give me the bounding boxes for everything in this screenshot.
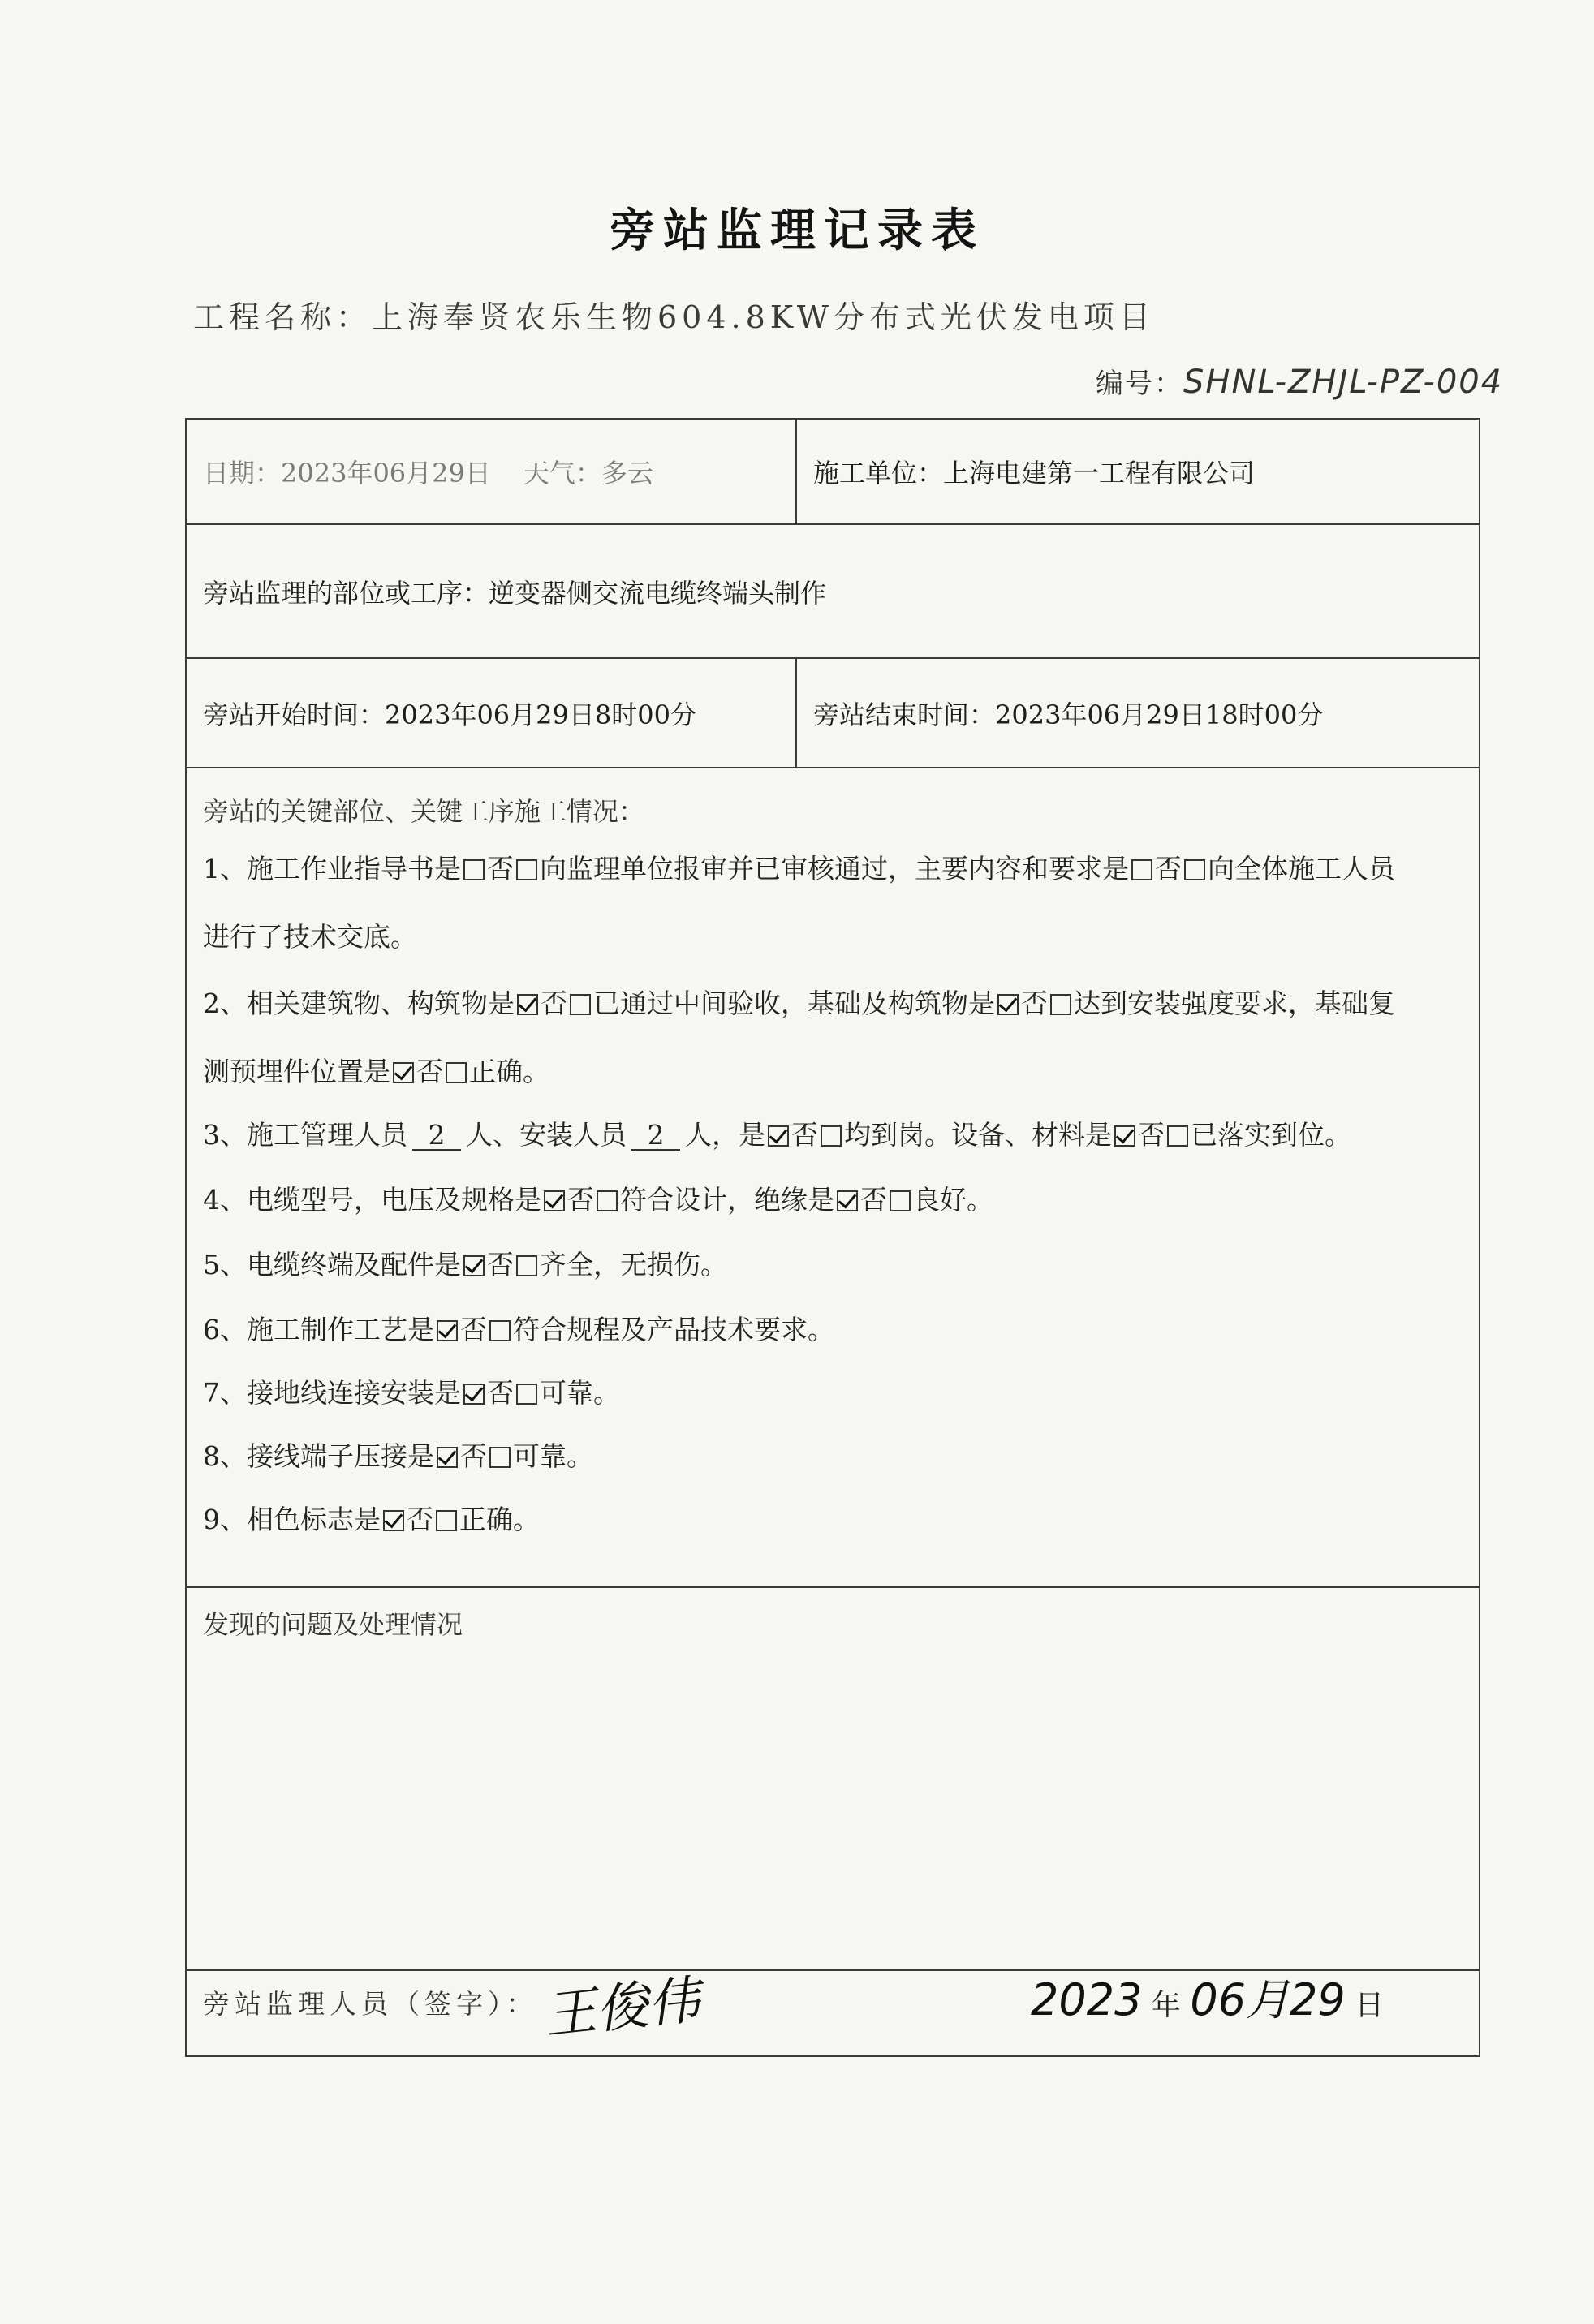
item-1-yes-checkbox[interactable] <box>463 859 485 880</box>
item-4-no-checkbox[interactable] <box>597 1190 618 1211</box>
row-signature <box>187 1971 1479 2055</box>
managers-count: 2 <box>412 1121 461 1151</box>
item-2b-yes-checkbox[interactable] <box>997 994 1019 1015</box>
item-2: 2、相关建筑物、构筑物是 否 已通过中间验收，基础及构筑物是 否 达到安装强度要求，基础复 测预埋件位置是 否 正确。 <box>203 988 1395 1087</box>
item-8-no-checkbox[interactable] <box>489 1447 511 1468</box>
item-6-no-checkbox[interactable] <box>489 1320 511 1341</box>
signature-day-unit: 日 <box>1355 1989 1385 2022</box>
start-time: 旁站开始时间：2023年06月29日8时00分 <box>203 699 696 730</box>
item-7-no-checkbox[interactable] <box>516 1384 537 1405</box>
item-5-no-checkbox[interactable] <box>516 1255 537 1276</box>
item-6: 6、施工制作工艺是 否 符合规程及产品技术要求。 <box>203 1314 834 1345</box>
start-time-cell <box>187 659 797 767</box>
supervised-part: 旁站监理的部位或工序：逆变器侧交流电缆终端头制作 <box>203 577 827 609</box>
construction-unit-cell <box>797 420 1479 523</box>
item-4b-no-checkbox[interactable] <box>890 1190 911 1211</box>
signature-year: 2023 <box>1031 1974 1143 2025</box>
problems-label: 发现的问题及处理情况 <box>203 1609 463 1640</box>
item-9: 9、相色标志是 否 正确。 <box>203 1504 540 1535</box>
item-1b-yes-checkbox[interactable] <box>1131 859 1152 880</box>
row-problems <box>187 1588 1479 1971</box>
row-date-unit <box>187 420 1479 525</box>
item-3-no-checkbox[interactable] <box>821 1125 842 1147</box>
form-title: 旁站监理记录表 <box>610 204 984 257</box>
item-9-yes-checkbox[interactable] <box>383 1510 404 1531</box>
record-form <box>185 418 1480 2057</box>
construction-unit: 施工单位：上海电建第一工程有限公司 <box>813 458 1256 488</box>
row-part <box>187 525 1479 659</box>
form-number <box>1096 361 1503 401</box>
item-7-yes-checkbox[interactable] <box>463 1384 485 1405</box>
date-weather-cell <box>187 420 797 523</box>
item-4b-yes-checkbox[interactable] <box>837 1190 858 1211</box>
date-field: 日期：2023年06月29日 <box>203 458 491 488</box>
item-4-yes-checkbox[interactable] <box>544 1190 565 1211</box>
row-times <box>187 659 1479 768</box>
signature-date <box>1031 1965 1384 2028</box>
part-cell <box>187 525 1479 657</box>
item-2c-yes-checkbox[interactable] <box>393 1062 414 1083</box>
signature-year-unit: 年 <box>1151 1989 1181 2022</box>
end-time: 旁站结束时间：2023年06月29日18时00分 <box>813 699 1324 730</box>
item-3: 3、施工管理人员 2 人、安装人员 2 人，是 否 均到岗。设备、材料是 否 已落实到位。 <box>203 1119 1351 1151</box>
row-key-procedures <box>187 768 1479 1588</box>
project-name: 工程名称：上海奉贤农乐生物604.8KW分布式光伏发电项目 <box>193 299 1155 335</box>
item-2b-no-checkbox[interactable] <box>1050 994 1071 1015</box>
item-2c-no-checkbox[interactable] <box>446 1062 467 1083</box>
key-procedures-title: 旁站的关键部位、关键工序施工情况： <box>203 796 645 827</box>
item-7: 7、接地线连接安装是 否 可靠。 <box>203 1377 620 1409</box>
form-number-value: SHNL-ZHJL-PZ-004 <box>1183 364 1504 401</box>
item-3b-yes-checkbox[interactable] <box>1114 1125 1135 1147</box>
item-2-no-checkbox[interactable] <box>570 994 591 1015</box>
item-3b-no-checkbox[interactable] <box>1167 1125 1188 1147</box>
item-4: 4、电缆型号，电压及规格是 否 符合设计，绝缘是 否 良好。 <box>203 1184 993 1216</box>
item-5: 5、电缆终端及配件是 否 齐全，无损伤。 <box>203 1249 727 1280</box>
item-1: 1、施工作业指导书是 否 向监理单位报审并已审核通过，主要内容和要求是 否 向全体施工人员 进行了技术交底。 <box>203 853 1395 953</box>
item-8-yes-checkbox[interactable] <box>437 1447 458 1468</box>
end-time-cell <box>797 659 1479 767</box>
item-9-no-checkbox[interactable] <box>436 1510 457 1531</box>
weather-field: 天气：多云 <box>523 458 653 488</box>
item-1b-no-checkbox[interactable] <box>1184 859 1205 880</box>
item-8: 8、接线端子压接是 否 可靠。 <box>203 1440 593 1472</box>
item-3-yes-checkbox[interactable] <box>768 1125 789 1147</box>
supervisor-signature: 王俊伟 <box>541 1970 703 2046</box>
form-number-label: 编号： <box>1096 368 1183 400</box>
signature-label: 旁站监理人员（签字）： <box>203 1988 538 2020</box>
signature-monthday: 06月29 <box>1190 1974 1346 2025</box>
installers-count: 2 <box>631 1121 680 1151</box>
item-5-yes-checkbox[interactable] <box>463 1255 485 1276</box>
item-2-yes-checkbox[interactable] <box>517 994 538 1015</box>
item-1-no-checkbox[interactable] <box>516 859 537 880</box>
item-6-yes-checkbox[interactable] <box>437 1320 458 1341</box>
